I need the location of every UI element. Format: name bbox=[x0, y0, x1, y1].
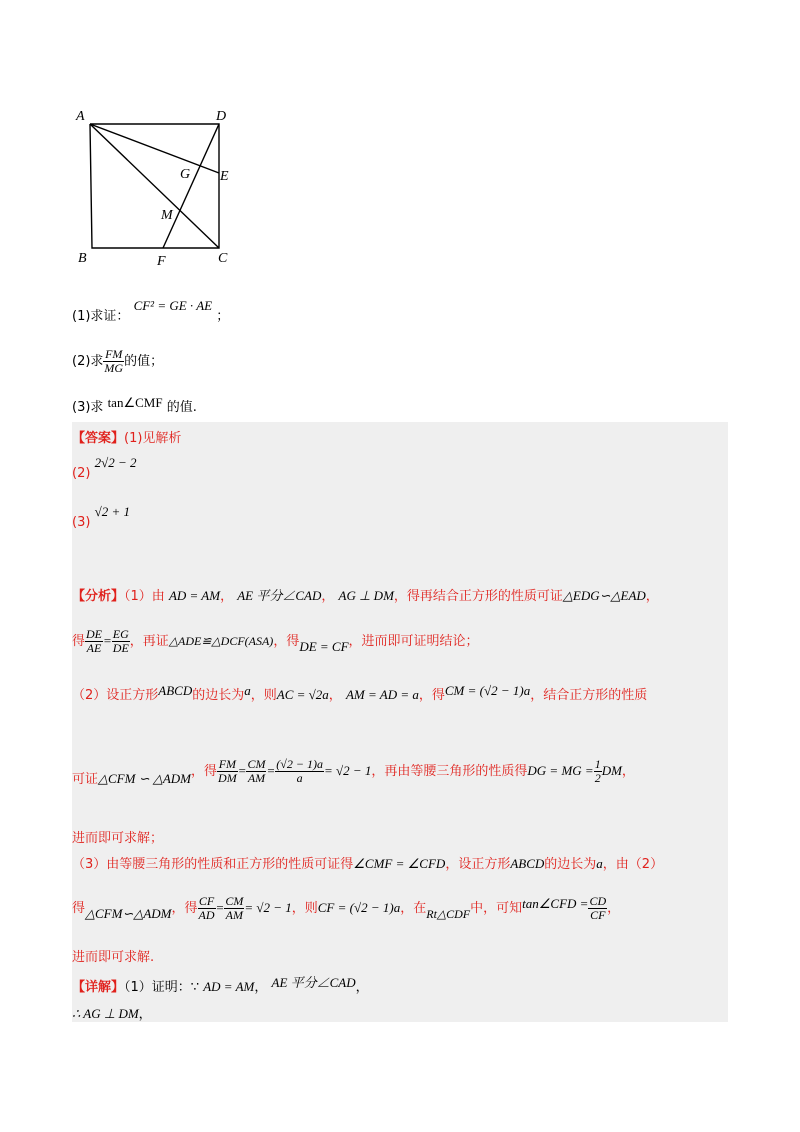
answer-line-3 bbox=[72, 504, 130, 530]
label-B: B bbox=[78, 251, 87, 266]
label-D: D bbox=[216, 109, 227, 124]
analysis-line-7: 得△CFM∽△ADM，得 $\frac{CF}{AD}$ = $\frac{CM}{AM}$ = √2 − 1，则CF = (√2 − 1)a，在Rt△CDF中，可知tan∠CFD = $\frac{CD}{CF}$ ， bbox=[72, 894, 621, 922]
q3-math: tan∠CMF bbox=[107, 395, 163, 410]
analysis-tag: 【分析】 bbox=[72, 589, 125, 604]
label-M: M bbox=[161, 208, 173, 223]
answer-line-1 bbox=[72, 427, 181, 446]
question-3 bbox=[72, 396, 197, 415]
answer-3-label: (3) bbox=[72, 515, 91, 530]
analysis-line-5: 进而即可求解； bbox=[72, 831, 164, 846]
analysis-line-4: 可证△CFM ∽ △ADM，得 $\frac{FM}{DM}$ = $\frac{CM}{AM}$ = $\frac{(√2 - 1)a}{a}$ = √2 − 1，再由等腰三角形的性质得DG = MG = $\frac{1}{2}$ DM， bbox=[72, 757, 635, 787]
analysis-line-8: 进而即可求解. bbox=[72, 950, 155, 965]
analysis-line-2: 得 $\frac{DE}{AE}$ = $\frac{EG}{DE}$ ，再证△ADE≌△DCF(ASA)，得DE = CF，进而即可证明结论； bbox=[72, 627, 479, 655]
answer-tag: 【答案】 bbox=[72, 431, 125, 446]
q1-math: CF² = GE · AE bbox=[133, 298, 213, 313]
answer-2-label: (2) bbox=[72, 466, 91, 481]
analysis-line-3: （2）设正方形ABCD的边长为a，则AC = √2a， AM = AD = a，得CM = (√2 − 1)a，结合正方形的性质 bbox=[72, 683, 648, 703]
analysis-line-6: （3）由等腰三角形的性质和正方形的性质可证得∠CMF = ∠CFD，设正方形ABCD的边长为a，由（2） bbox=[72, 856, 664, 872]
label-G: G bbox=[180, 167, 191, 182]
answer-2-value: 2√2 − 2 bbox=[94, 455, 137, 470]
answer-line-2 bbox=[72, 455, 137, 481]
question-1 bbox=[72, 298, 230, 324]
q3-suffix: 的值. bbox=[166, 400, 197, 415]
q1-prefix: (1)求证： bbox=[72, 309, 130, 324]
detail-line-1: 【详解】（1）证明：∵ AD = AM， AE 平分∠CAD， bbox=[72, 975, 369, 995]
q1-suffix: ； bbox=[216, 309, 230, 324]
q2-suffix: 的值； bbox=[124, 354, 164, 369]
answer-1: (1)见解析 bbox=[124, 431, 182, 446]
label-A: A bbox=[76, 109, 85, 124]
square-geometry-diagram bbox=[70, 100, 250, 270]
label-C: C bbox=[218, 251, 228, 266]
answer-3-value: √2 + 1 bbox=[94, 504, 130, 519]
solution-panel bbox=[72, 422, 728, 1022]
detail-line-2: ∴ AG ⊥ DM， bbox=[72, 1006, 152, 1022]
detail-tag: 【详解】 bbox=[72, 980, 125, 995]
q3-prefix: (3)求 bbox=[72, 400, 104, 415]
label-F: F bbox=[157, 254, 166, 269]
q2-fraction: $\frac{FM}{MG}$ bbox=[104, 347, 124, 375]
q2-prefix: (2)求 bbox=[72, 354, 104, 369]
label-E: E bbox=[220, 169, 229, 184]
question-2 bbox=[72, 348, 163, 375]
analysis-line-1: 【分析】（1）由 AD = AM， AE 平分∠CAD， AG ⊥ DM，得再结合正方形的性质可证△EDG∽△EAD， bbox=[72, 588, 659, 604]
